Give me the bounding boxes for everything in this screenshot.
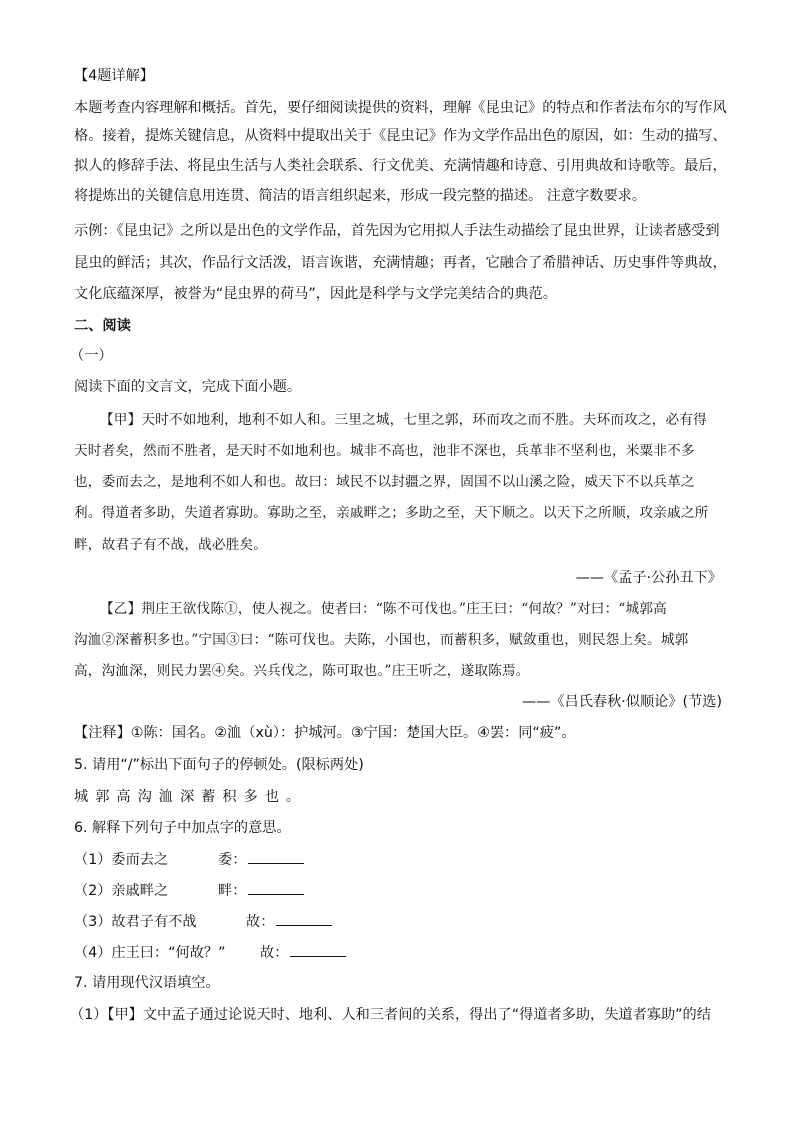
- answer-blank[interactable]: [248, 880, 304, 895]
- passage-jia-source: ——《孟子·公孙丑下》: [575, 570, 722, 586]
- q4-paragraph-line: 拟人的修辞手法、将昆虫生活与人类社会联系、行文优美、充满情趣和诗意、引用典故和诗歌等。最后，: [74, 158, 727, 174]
- question-5-prompt: 5. 请用“/”标出下面句子的停顿处。(限标两处): [74, 757, 364, 773]
- question-5-sentence: 城郭高沟洫深蓄积多也。: [74, 789, 308, 805]
- question-6-item: [74, 880, 722, 901]
- item-word: 委：: [218, 852, 247, 868]
- q4-paragraph-line: 格。接着，提炼关键信息，从资料中提取出关于《昆虫记》作为文学作品出色的原因，如：生动的描写、: [74, 128, 727, 144]
- q4-example-line: 文化底蕴深厚，被誉为“昆虫界的荷马”，因此是科学与文学完美结合的典范。: [74, 286, 557, 302]
- item-sentence: （2）亲戚畔之: [74, 883, 169, 899]
- question-7-prompt: 7. 请用现代汉语填空。: [74, 975, 220, 991]
- question-7-item: （1）【甲】文中孟子通过论说天时、地利、人和三者间的关系，得出了“得道者多助，失道者寡助”的结: [70, 1007, 711, 1023]
- item-word: 畔：: [218, 883, 247, 899]
- answer-blank[interactable]: [290, 942, 346, 957]
- q4-example-line: 昆虫的鲜活；其次，作品行文活泼，语言诙谐，充满情趣；再者，它融合了希腊神话、历史事件等典故，: [74, 255, 727, 271]
- question-6-item: [74, 942, 722, 963]
- item-sentence: （4）庄王曰：“何故？”: [74, 945, 226, 961]
- item-sentence: （3）故君子有不战: [74, 914, 197, 930]
- answer-blank[interactable]: [276, 911, 332, 926]
- question-6-prompt: 6. 解释下列句子中加点字的意思。: [74, 820, 291, 836]
- passage-yi-line: 【乙】荆庄王欲伐陈①，使人视之。使者曰：“陈不可伐也。”庄王曰：“何故？”对曰：“城郭高: [100, 601, 667, 617]
- item-word: 故：: [246, 914, 275, 930]
- q4-example-line: 示例：《昆虫记》之所以是出色的文学作品，首先因为它用拟人手法生动描绘了昆虫世界，让读者感受到: [74, 223, 720, 239]
- subsection-title: （一）: [70, 348, 113, 364]
- passage-jia-line: 【甲】天时不如地利，地利不如人和。三里之城，七里之郭，环而攻之而不胜。夫环而攻之，必有得: [100, 412, 707, 428]
- passage-yi-line: 高，沟洫深，则民力罢④矣。兴兵伐之，陈可取也。”庄王听之，遂取陈焉。: [74, 663, 530, 679]
- passage-jia-line: 天时者矣，然而不胜者，是天时不如地利也。城非不高也，池非不深也，兵革非不坚利也，米粟非不多: [74, 443, 695, 459]
- passage-jia-line: 也，委而去之，是地利不如人和也。故曰：域民不以封疆之界，固国不以山溪之险，威天下不以兵革之: [74, 474, 695, 490]
- passage-jia-line: 畔，故君子有不战，战必胜矣。: [74, 537, 268, 553]
- annotation-notes: 【注释】①陈：国名。②洫（xù）：护城河。③宁国：楚国大臣。④罢：同“疲”。: [74, 725, 576, 741]
- q4-paragraph-line: 将提炼出的关键信息用连贯、简洁的语言组织起来，形成一段完整的描述。 注意字数要求。: [74, 188, 647, 204]
- passage-yi-source: ——《吕氏春秋·似顺论》(节选): [521, 694, 722, 710]
- item-sentence: （1）委而去之: [74, 852, 169, 868]
- question-6-item: [74, 849, 722, 870]
- answer-blank[interactable]: [248, 849, 304, 864]
- reading-instruction: 阅读下面的文言文，完成下面小题。: [74, 379, 302, 395]
- q4-heading: 【4题详解】: [74, 68, 154, 84]
- q4-paragraph-line: 本题考查内容理解和概括。首先，要仔细阅读提供的资料，理解《昆虫记》的特点和作者法布尔的写作风: [74, 100, 727, 116]
- section-title: 二、阅读: [74, 318, 131, 334]
- passage-jia-line: 利。得道者多助，失道者寡助。寡助之至，亲戚畔之；多助之至，天下顺之。以天下之所顺，攻亲戚之所: [74, 505, 709, 521]
- item-word: 故：: [260, 945, 289, 961]
- question-6-item: [74, 911, 722, 932]
- passage-yi-line: 沟洫②深蓄积多也。”宁国③曰：“陈可伐也。夫陈，小国也，而蓄积多，赋敛重也，则民怨上矣。城郭: [74, 632, 689, 648]
